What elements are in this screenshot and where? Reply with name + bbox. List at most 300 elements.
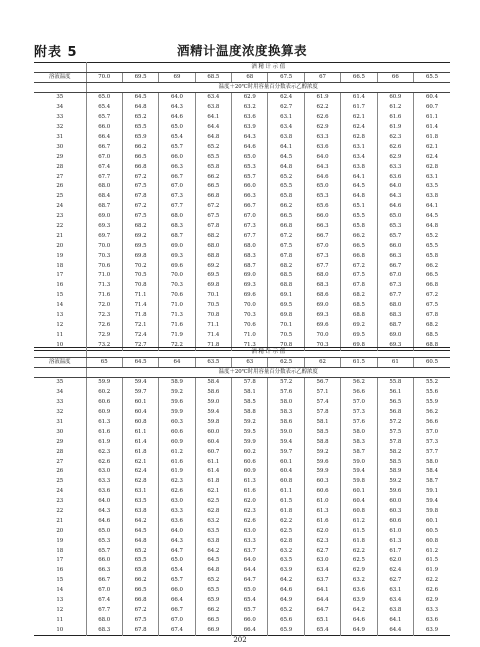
concentration-cell: 66.3: [159, 162, 195, 172]
concentration-cell: 58.5: [232, 398, 268, 408]
concentration-cell: 67.2: [122, 606, 158, 616]
concentration-cell: 55.2: [414, 378, 450, 388]
concentration-cell: 63.8: [122, 507, 158, 517]
concentration-cell: 58.4: [195, 378, 231, 388]
concentration-cell: 62.9: [377, 153, 413, 163]
concentration-cell: 60.8: [414, 536, 450, 546]
concentration-cell: 63.6: [341, 586, 377, 596]
concentration-cell: 69.3: [304, 311, 340, 321]
table-row: [34, 596, 450, 606]
concentration-cell: 70.3: [232, 311, 268, 321]
concentration-cell: 66.0: [377, 242, 413, 252]
concentration-cell: 63.0: [232, 527, 268, 537]
meter-values-row: [34, 73, 450, 83]
concentration-cell: 56.2: [414, 408, 450, 418]
concentration-cell: 64.0: [159, 527, 195, 537]
meter-value-header: 68: [232, 73, 268, 83]
concentration-cell: 65.2: [122, 546, 158, 556]
concentration-cell: 69.8: [195, 281, 231, 291]
table-row: [34, 398, 450, 408]
concentration-cell: 62.8: [195, 507, 231, 517]
concentration-cell: 68.2: [195, 232, 231, 242]
concentration-cell: 65.2: [122, 113, 158, 123]
concentration-cell: 60.9: [159, 438, 195, 448]
concentration-cell: 62.2: [304, 103, 340, 113]
concentration-cell: 65.4: [159, 133, 195, 143]
concentration-cell: 56.8: [377, 408, 413, 418]
concentration-cell: 65.2: [414, 232, 450, 242]
concentration-cell: 69.5: [195, 271, 231, 281]
concentration-cell: 67.0: [159, 182, 195, 192]
concentration-cell: 64.6: [86, 517, 122, 527]
table-row: [34, 261, 450, 271]
concentration-cell: 60.8: [268, 477, 304, 487]
table-row: [34, 123, 450, 133]
table-row: [34, 556, 450, 566]
concentration-cell: 70.3: [304, 340, 340, 350]
concentration-cell: 59.8: [341, 477, 377, 487]
concentration-cell: 61.0: [304, 497, 340, 507]
concentration-cell: 58.9: [159, 378, 195, 388]
table-row: [34, 202, 450, 212]
concentration-cell: 63.7: [232, 546, 268, 556]
concentration-cell: 67.4: [86, 162, 122, 172]
concentration-cell: 61.9: [304, 93, 340, 103]
concentration-cell: 65.2: [268, 172, 304, 182]
concentration-cell: 63.6: [377, 172, 413, 182]
concentration-cell: 59.0: [341, 457, 377, 467]
table-corner-cell: [34, 368, 86, 378]
concentration-cell: 67.5: [122, 212, 158, 222]
concentration-cell: 70.8: [122, 281, 158, 291]
concentration-cell: 64.2: [268, 576, 304, 586]
concentration-cell: 72.7: [122, 340, 158, 350]
concentration-cell: 63.1: [122, 487, 158, 497]
concentration-cell: 67.4: [159, 625, 195, 635]
concentration-cell: 62.8: [268, 536, 304, 546]
concentration-cell: 64.3: [377, 192, 413, 202]
concentration-cell: 61.8: [414, 133, 450, 143]
concentration-cell: 63.3: [86, 477, 122, 487]
concentration-cell: 60.4: [195, 438, 231, 448]
concentration-cell: 56.6: [341, 388, 377, 398]
concentration-cell: 60.3: [377, 507, 413, 517]
temperature-cell: 15: [56, 577, 64, 584]
concentration-cell: 69.6: [159, 261, 195, 271]
concentration-cell: 56.1: [377, 388, 413, 398]
concentration-cell: 61.9: [414, 566, 450, 576]
meter-value-header: 64: [159, 358, 195, 368]
table-row: [34, 527, 450, 537]
concentration-cell: 60.2: [232, 447, 268, 457]
concentration-cell: 58.6: [195, 388, 231, 398]
concentration-cell: 62.4: [377, 566, 413, 576]
concentration-cell: 67.5: [122, 616, 158, 626]
concentration-cell: 63.5: [414, 182, 450, 192]
concentration-cell: 65.0: [304, 182, 340, 192]
concentration-cell: 68.0: [159, 212, 195, 222]
concentration-cell: 61.6: [232, 487, 268, 497]
concentration-cell: 69.0: [86, 212, 122, 222]
concentration-cell: 64.9: [341, 625, 377, 635]
concentration-cell: 62.6: [304, 113, 340, 123]
meter-value-header: 65.5: [414, 73, 450, 83]
appendix-label: 附表 5: [34, 45, 78, 60]
concentration-cell: 67.3: [304, 251, 340, 261]
table-row: [34, 321, 450, 331]
concentration-cell: 68.0: [377, 301, 413, 311]
concentration-cell: 68.0: [232, 242, 268, 252]
concentration-cell: 63.5: [195, 527, 231, 537]
concentration-cell: 68.4: [86, 192, 122, 202]
concentration-cell: 55.9: [414, 398, 450, 408]
concentration-cell: 59.0: [195, 398, 231, 408]
concentration-cell: 68.3: [232, 251, 268, 261]
concentration-cell: 63.2: [195, 517, 231, 527]
concentration-cell: 64.5: [414, 212, 450, 222]
concentration-cell: 69.3: [232, 281, 268, 291]
concentration-cell: 62.5: [268, 527, 304, 537]
concentration-cell: 64.1: [268, 143, 304, 153]
concentration-cell: 55.8: [377, 378, 413, 388]
concentration-cell: 57.3: [341, 408, 377, 418]
concentration-cell: 62.7: [377, 576, 413, 586]
concentration-cell: 64.6: [341, 616, 377, 626]
concentration-cell: 65.5: [195, 153, 231, 163]
table-row: [34, 331, 450, 341]
concentration-cell: 63.3: [414, 606, 450, 616]
temperature-cell: 32: [56, 124, 64, 131]
concentration-cell: 57.8: [304, 408, 340, 418]
concentration-cell: 61.2: [341, 517, 377, 527]
concentration-cell: 62.9: [414, 596, 450, 606]
concentration-cell: 67.8: [122, 625, 158, 635]
concentration-cell: 61.2: [414, 546, 450, 556]
concentration-cell: 59.2: [304, 447, 340, 457]
table-row: [34, 388, 450, 398]
table-row: [34, 408, 450, 418]
concentration-cell: 60.1: [122, 398, 158, 408]
concentration-cell: 71.4: [195, 331, 231, 341]
concentration-cell: 61.8: [341, 536, 377, 546]
concentration-cell: 64.7: [232, 576, 268, 586]
concentration-cell: 66.5: [122, 153, 158, 163]
concentration-cell: 57.0: [414, 428, 450, 438]
concentration-cell: 61.8: [268, 507, 304, 517]
concentration-cell: 66.5: [268, 212, 304, 222]
concentration-cell: 69.7: [86, 232, 122, 242]
temperature-cell: 19: [56, 537, 64, 544]
concentration-cell: 57.7: [414, 447, 450, 457]
concentration-cell: 72.3: [86, 311, 122, 321]
concentration-cell: 59.8: [195, 418, 231, 428]
concentration-cell: 68.8: [268, 281, 304, 291]
concentration-cell: 63.1: [341, 143, 377, 153]
concentration-cell: 58.8: [304, 438, 340, 448]
concentration-cell: 64.8: [122, 103, 158, 113]
concentration-cell: 63.2: [268, 546, 304, 556]
concentration-cell: 70.3: [86, 251, 122, 261]
concentration-cell: 67.7: [86, 172, 122, 182]
concentration-cell: 67.7: [377, 291, 413, 301]
concentration-cell: 63.1: [268, 113, 304, 123]
conversion-table-upper: [34, 62, 450, 351]
meter-value-header: 64.5: [122, 358, 158, 368]
concentration-cell: 62.3: [304, 536, 340, 546]
concentration-cell: 61.7: [377, 546, 413, 556]
concentration-cell: 66.2: [268, 202, 304, 212]
concentration-cell: 65.0: [86, 527, 122, 537]
temperature-cell: 35: [56, 94, 64, 101]
concentration-cell: 69.5: [268, 301, 304, 311]
concentration-cell: 65.7: [232, 606, 268, 616]
concentration-cell: 61.7: [341, 103, 377, 113]
temperature-cell: 34: [56, 104, 64, 111]
concentration-cell: 68.3: [304, 281, 340, 291]
concentration-cell: 65.0: [159, 123, 195, 133]
concentration-cell: 61.5: [341, 527, 377, 537]
concentration-cell: 59.7: [122, 388, 158, 398]
concentration-cell: 61.9: [377, 123, 413, 133]
concentration-cell: 66.5: [195, 182, 231, 192]
concentration-cell: 66.8: [195, 192, 231, 202]
concentration-cell: 68.2: [268, 261, 304, 271]
concentration-cell: 60.4: [414, 93, 450, 103]
concentration-cell: 71.9: [159, 331, 195, 341]
temperature-cell: 26: [56, 468, 64, 475]
concentration-cell: 71.3: [159, 311, 195, 321]
concentration-cell: 57.8: [232, 378, 268, 388]
concentration-cell: 70.0: [86, 242, 122, 252]
temperature-cell: 14: [56, 587, 64, 594]
concentration-cell: 67.0: [86, 586, 122, 596]
concentration-cell: 61.0: [377, 527, 413, 537]
concentration-cell: 65.3: [304, 192, 340, 202]
concentration-cell: 66.4: [159, 596, 195, 606]
concentration-cell: 58.2: [377, 447, 413, 457]
concentration-cell: 61.1: [414, 113, 450, 123]
temperature-cell: 31: [56, 418, 64, 425]
concentration-cell: 68.2: [341, 291, 377, 301]
concentration-cell: 63.8: [268, 133, 304, 143]
concentration-cell: 65.8: [122, 566, 158, 576]
concentration-cell: 65.0: [232, 586, 268, 596]
concentration-cell: 66.8: [268, 222, 304, 232]
concentration-cell: 59.2: [232, 418, 268, 428]
concentration-cell: 69.5: [122, 242, 158, 252]
concentration-cell: 68.2: [414, 321, 450, 331]
table-row: [34, 93, 450, 103]
concentration-cell: 72.9: [86, 331, 122, 341]
concentration-cell: 65.8: [414, 251, 450, 261]
table-subtitle-row: [34, 368, 450, 378]
concentration-cell: 69.2: [341, 321, 377, 331]
concentration-cell: 62.7: [268, 103, 304, 113]
concentration-cell: 67.3: [377, 281, 413, 291]
table-row: [34, 212, 450, 222]
concentration-cell: 62.4: [414, 153, 450, 163]
concentration-cell: 62.4: [341, 123, 377, 133]
concentration-cell: 66.5: [122, 586, 158, 596]
concentration-cell: 61.5: [414, 556, 450, 566]
concentration-cell: 63.6: [86, 487, 122, 497]
concentration-cell: 66.7: [232, 202, 268, 212]
table-row: [34, 467, 450, 477]
concentration-cell: 65.3: [232, 162, 268, 172]
concentration-cell: 64.6: [377, 202, 413, 212]
concentration-cell: 63.3: [232, 536, 268, 546]
table-subtitle: 温度＋20℃时用容量百分数表示乙醇浓度: [86, 83, 450, 93]
concentration-cell: 62.6: [414, 586, 450, 596]
temperature-cell: 14: [56, 302, 64, 309]
table-row: [34, 172, 450, 182]
concentration-cell: 64.5: [268, 153, 304, 163]
concentration-cell: 62.3: [159, 477, 195, 487]
concentration-cell: 66.8: [122, 162, 158, 172]
concentration-cell: 68.7: [377, 321, 413, 331]
concentration-cell: 60.1: [268, 457, 304, 467]
concentration-cell: 61.6: [159, 457, 195, 467]
concentration-cell: 65.7: [159, 576, 195, 586]
concentration-cell: 63.4: [341, 153, 377, 163]
table-row: [34, 103, 450, 113]
table-group-header-row: [34, 63, 450, 73]
concentration-cell: 64.3: [304, 162, 340, 172]
concentration-cell: 70.1: [195, 291, 231, 301]
temperature-cell: 30: [56, 143, 64, 150]
concentration-cell: 65.8: [268, 192, 304, 202]
concentration-cell: 62.4: [122, 467, 158, 477]
concentration-cell: 60.1: [414, 517, 450, 527]
page-title: 酒精计温度浓度换算表: [176, 43, 307, 58]
concentration-cell: 56.7: [304, 378, 340, 388]
temperature-cell: 35: [56, 379, 64, 386]
concentration-cell: 66.5: [414, 271, 450, 281]
concentration-cell: 58.5: [304, 428, 340, 438]
concentration-cell: 66.7: [159, 606, 195, 616]
concentration-cell: 69.6: [232, 291, 268, 301]
temperature-cell: 26: [56, 183, 64, 190]
concentration-cell: 70.8: [268, 340, 304, 350]
table-row: [34, 447, 450, 457]
concentration-cell: 70.3: [159, 281, 195, 291]
row-header-label: 溶液温度: [34, 358, 86, 368]
concentration-cell: 62.4: [268, 93, 304, 103]
concentration-cell: 66.5: [195, 616, 231, 626]
concentration-cell: 67.7: [86, 606, 122, 616]
concentration-cell: 70.6: [159, 291, 195, 301]
concentration-cell: 68.0: [195, 242, 231, 252]
concentration-cell: 71.6: [159, 321, 195, 331]
table-corner-cell: [34, 348, 86, 358]
meter-value-header: 67.5: [268, 73, 304, 83]
concentration-cell: 68.5: [341, 301, 377, 311]
temperature-cell: 17: [56, 557, 64, 564]
temperature-cell: 27: [56, 173, 64, 180]
concentration-cell: 64.5: [122, 527, 158, 537]
concentration-cell: 62.1: [195, 487, 231, 497]
concentration-cell: 67.2: [341, 261, 377, 271]
concentration-cell: 70.0: [304, 331, 340, 341]
table-row: [34, 428, 450, 438]
concentration-cell: 60.9: [377, 93, 413, 103]
concentration-cell: 59.4: [268, 438, 304, 448]
concentration-cell: 66.0: [232, 182, 268, 192]
concentration-cell: 64.1: [304, 586, 340, 596]
concentration-cell: 69.3: [159, 251, 195, 261]
meter-value-header: 69.5: [122, 73, 158, 83]
table-row: [34, 457, 450, 467]
concentration-cell: 63.9: [232, 123, 268, 133]
concentration-cell: 67.8: [122, 192, 158, 202]
concentration-cell: 57.5: [377, 428, 413, 438]
concentration-cell: 63.8: [195, 536, 231, 546]
concentration-cell: 66.2: [195, 606, 231, 616]
concentration-cell: 61.6: [304, 517, 340, 527]
table-row: [34, 586, 450, 596]
concentration-cell: 65.2: [268, 606, 304, 616]
concentration-cell: 58.9: [377, 467, 413, 477]
concentration-cell: 67.8: [268, 251, 304, 261]
concentration-cell: 64.4: [377, 625, 413, 635]
concentration-cell: 57.3: [414, 438, 450, 448]
concentration-cell: 63.6: [159, 517, 195, 527]
concentration-cell: 64.6: [159, 113, 195, 123]
concentration-cell: 67.8: [195, 222, 231, 232]
concentration-cell: 56.5: [377, 398, 413, 408]
concentration-cell: 57.6: [341, 418, 377, 428]
concentration-cell: 64.3: [86, 507, 122, 517]
table-row: [34, 113, 450, 123]
temperature-cell: 16: [56, 282, 64, 289]
concentration-cell: 57.8: [377, 438, 413, 448]
temperature-cell: 25: [56, 478, 64, 485]
concentration-cell: 62.8: [414, 162, 450, 172]
concentration-cell: 65.7: [86, 546, 122, 556]
concentration-cell: 58.0: [268, 398, 304, 408]
concentration-cell: 71.3: [86, 281, 122, 291]
concentration-cell: 65.0: [86, 93, 122, 103]
concentration-cell: 61.6: [86, 428, 122, 438]
concentration-cell: 70.0: [232, 301, 268, 311]
concentration-cell: 63.0: [86, 467, 122, 477]
concentration-cell: 60.0: [377, 497, 413, 507]
concentration-cell: 71.1: [195, 321, 231, 331]
concentration-cell: 63.2: [341, 576, 377, 586]
concentration-cell: 69.1: [268, 291, 304, 301]
concentration-cell: 66.3: [232, 192, 268, 202]
concentration-cell: 61.3: [304, 507, 340, 517]
table-row: [34, 418, 450, 428]
concentration-cell: 69.2: [122, 232, 158, 242]
concentration-cell: 62.0: [232, 497, 268, 507]
table-row: [34, 291, 450, 301]
concentration-cell: 64.2: [341, 606, 377, 616]
table-row: [34, 438, 450, 448]
concentration-cell: 65.0: [159, 556, 195, 566]
concentration-cell: 67.7: [232, 232, 268, 242]
meter-value-header: 65: [86, 358, 122, 368]
temperature-cell: 10: [56, 626, 64, 633]
concentration-cell: 68.2: [122, 222, 158, 232]
concentration-cell: 67.7: [304, 261, 340, 271]
concentration-cell: 70.5: [268, 331, 304, 341]
temperature-cell: 27: [56, 458, 64, 465]
concentration-cell: 57.4: [304, 398, 340, 408]
table-row: [34, 143, 450, 153]
concentration-cell: 72.1: [122, 321, 158, 331]
meter-value-header: 62.5: [268, 358, 304, 368]
